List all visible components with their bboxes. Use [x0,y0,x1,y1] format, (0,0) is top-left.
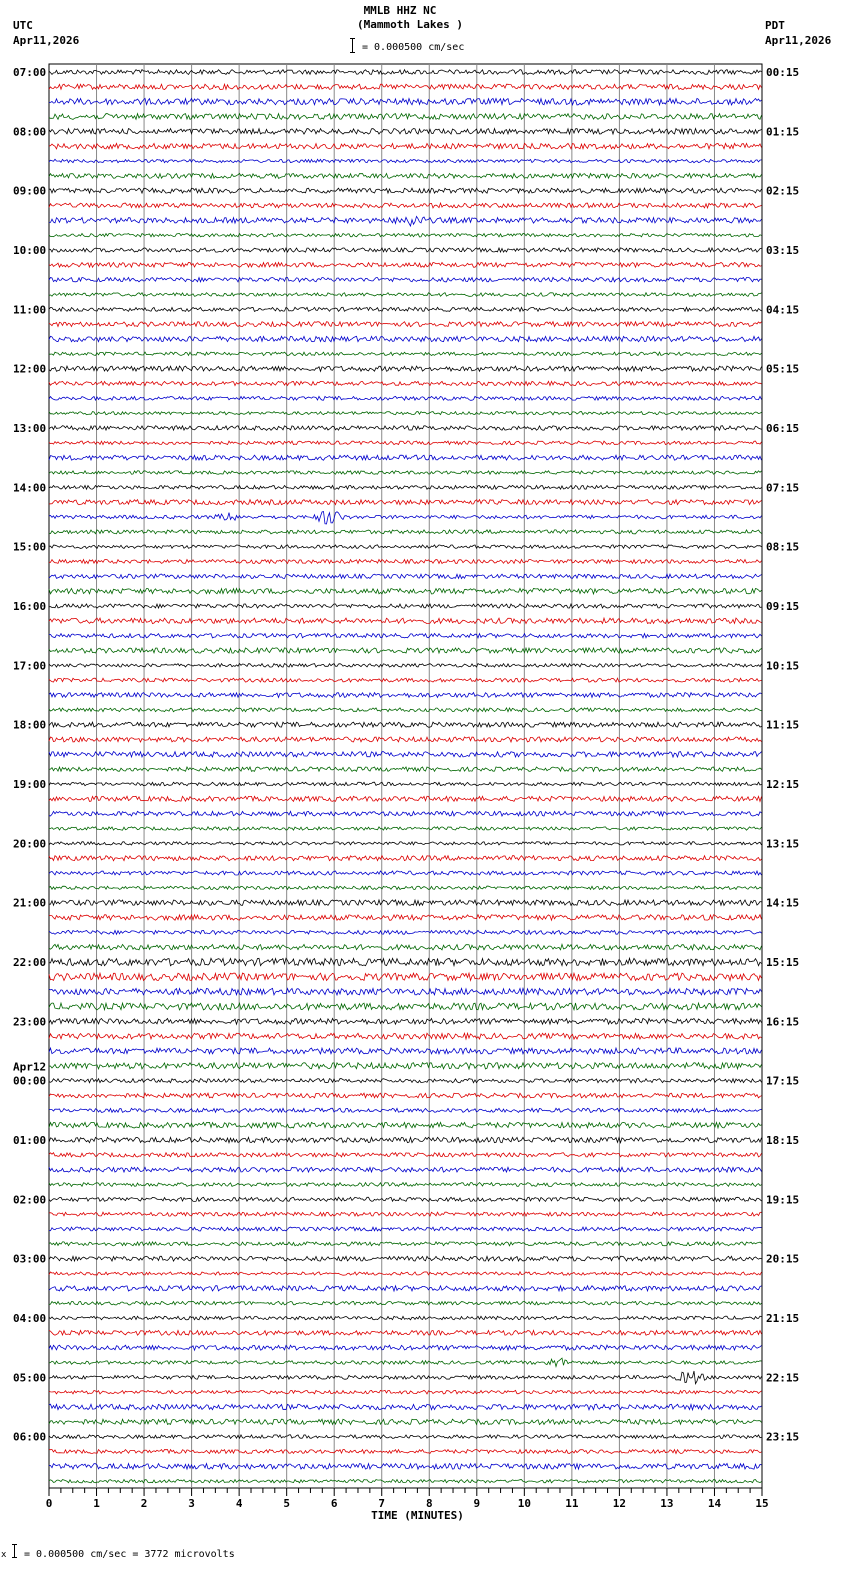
utc-hour-label: 22:00 [13,956,47,969]
seismic-trace [49,485,762,489]
seismic-trace [49,216,762,226]
x-tick-label: 0 [45,1497,53,1510]
pdt-hour-label: 18:15 [766,1134,800,1147]
seismic-trace [49,767,762,771]
seismic-trace [49,618,762,624]
seismic-trace [49,203,762,208]
utc-hour-label: 20:00 [13,837,47,851]
pdt-hour-label: 09:15 [766,600,800,613]
utc-hour-label: 21:00 [13,896,47,910]
x-tick-label: 15 [755,1497,769,1510]
seismic-trace [49,604,762,608]
seismic-trace [49,1256,762,1261]
x-tick-label: 14 [707,1497,722,1510]
seismic-trace [49,114,762,120]
seismic-trace [49,915,762,921]
pdt-hour-label: 08:15 [766,540,800,554]
seismic-trace [49,560,762,564]
right-timezone: PDT [765,19,785,32]
pdt-hour-label: 19:15 [766,1193,800,1207]
pdt-hour-label: 11:15 [766,718,800,732]
utc-hour-label: 14:00 [13,481,47,495]
seismic-trace [49,530,762,534]
seismic-trace [49,678,762,682]
seismic-trace [49,1301,762,1305]
seismic-trace [49,188,762,193]
x-tick-label: 4 [235,1497,243,1510]
pdt-hour-label: 02:15 [766,184,800,198]
seismic-trace [49,1330,762,1335]
seismic-trace [49,737,762,742]
seismic-trace [49,173,762,178]
seismic-trace [49,930,762,934]
utc-hour-label: 19:00 [13,778,47,791]
pdt-hour-label: 01:15 [766,125,800,139]
seismic-trace [49,752,762,758]
seismic-trace [49,886,762,889]
x-tick-label: 6 [330,1497,338,1510]
pdt-hour-label: 10:15 [766,659,800,673]
seismic-trace [49,1108,762,1112]
utc-hour-label: 11:00 [13,303,47,317]
seismic-trace [49,159,762,162]
pdt-hour-label: 03:15 [766,244,800,257]
seismic-trace [49,958,762,965]
seismic-trace [49,84,762,89]
seismic-trace [49,455,762,460]
seismic-trace [49,1063,762,1069]
seismic-trace [49,722,762,727]
seismic-trace [49,1272,762,1275]
seismic-trace [49,1464,762,1470]
seismic-trace [49,1003,762,1010]
seismic-trace [49,129,762,135]
pdt-hour-label: 20:15 [766,1252,800,1266]
x-tick-label: 7 [378,1497,386,1510]
scale-text: = 0.000500 cm/sec [362,42,465,53]
seismic-trace [49,1212,762,1216]
seismic-trace [49,545,762,549]
seismic-trace [49,1079,762,1083]
seismic-trace [49,248,762,252]
pdt-hour-label: 23:15 [766,1430,800,1444]
footer-marker-icon: x [1,1550,7,1560]
seismic-trace [49,827,762,830]
utc-hour-label: 01:00 [13,1134,47,1147]
pdt-hour-label: 00:15 [766,66,800,79]
seismic-trace [49,796,762,801]
seismic-trace [49,988,762,995]
seismic-trace [49,588,762,594]
utc-hour-label: 17:00 [13,659,47,673]
seismic-trace [49,500,762,505]
station-title: MMLB HHZ NC [363,4,437,17]
utc-hour-label: 05:00 [13,1371,47,1385]
pdt-hour-label: 13:15 [766,837,800,851]
utc-hour-label: 09:00 [13,184,47,198]
seismic-trace [49,1093,762,1098]
left-timezone: UTC [13,19,33,32]
utc-hour-label: 13:00 [13,422,47,435]
x-tick-label: 8 [425,1497,433,1510]
seismic-trace [49,782,762,786]
utc-hour-label: 07:00 [13,66,47,79]
seismic-trace [49,973,762,980]
utc-hour-label: 02:00 [13,1193,47,1207]
seismic-trace [49,512,762,524]
seismic-trace [49,396,762,400]
utc-hour-label: 15:00 [13,540,47,554]
x-tick-label: 9 [473,1497,481,1510]
seismic-trace [49,1450,762,1454]
footer-scale-text: = 0.000500 cm/sec = 3772 microvolts [24,1549,235,1560]
x-tick-label: 12 [612,1497,627,1510]
seismic-trace [49,412,762,415]
seismic-trace [49,1404,762,1410]
seismic-trace [49,856,762,861]
pdt-hour-label: 12:15 [766,778,800,791]
seismic-trace [49,352,762,355]
pdt-hour-label: 07:15 [766,481,800,495]
seismic-trace [49,1122,762,1128]
x-tick-label: 13 [660,1497,674,1510]
pdt-hour-label: 21:15 [766,1312,800,1325]
seismic-trace [49,278,762,282]
pdt-hour-label: 05:15 [766,362,800,376]
seismic-trace [49,426,762,431]
seismic-trace [49,1153,762,1157]
seismic-trace [49,98,762,105]
seismic-trace [49,366,762,371]
seismic-trace [49,471,762,474]
seismic-trace [49,1345,762,1350]
seismic-trace [49,1242,762,1246]
seismic-trace [49,1033,762,1039]
utc-hour-label: 00:00 [13,1074,47,1088]
seismic-trace [49,944,762,950]
seismic-trace [49,70,762,75]
pdt-hour-label: 16:15 [766,1015,800,1029]
utc-hour-label: 03:00 [13,1252,47,1266]
seismic-trace [49,1286,762,1291]
utc-hour-label: 04:00 [13,1312,47,1325]
x-tick-label: 10 [517,1497,531,1510]
footer-scale-bar-icon [14,1544,15,1558]
x-tick-label: 5 [283,1497,290,1510]
seismic-trace [49,322,762,327]
left-date: Apr11,2026 [13,34,80,47]
seismic-trace [49,811,762,816]
seismic-trace [49,1019,762,1025]
seismic-trace [49,871,762,875]
seismic-trace [49,441,762,445]
seismic-trace [49,648,762,653]
pdt-hour-label: 15:15 [766,956,800,969]
seismic-trace [49,693,762,698]
pdt-hour-label: 22:15 [766,1371,800,1385]
seismic-trace [49,574,762,578]
x-tick-label: 3 [188,1497,195,1510]
seismic-trace [49,1390,762,1394]
seismic-trace [49,1480,762,1483]
utc-hour-label: 16:00 [13,600,47,613]
seismic-trace [49,381,762,385]
pdt-hour-label: 17:15 [766,1074,800,1088]
seismic-trace [49,293,762,297]
seismic-trace [49,1358,762,1366]
seismic-trace [49,634,762,638]
right-date: Apr11,2026 [765,34,832,47]
utc-hour-label: 10:00 [13,244,47,257]
seismic-trace [49,900,762,906]
seismic-trace [49,1197,762,1201]
seismic-trace [49,234,762,237]
date-change-label: Apr12 [13,1060,47,1074]
location-title: (Mammoth Lakes ) [357,18,463,31]
seismic-trace [49,708,762,712]
seismic-trace [49,1419,762,1424]
pdt-hour-label: 14:15 [766,896,800,910]
seismic-trace [49,1316,762,1320]
seismic-trace [49,664,762,668]
utc-hour-label: 08:00 [13,125,47,139]
seismic-trace [49,1137,762,1142]
seismic-trace [49,1435,762,1439]
seismic-trace [49,842,762,845]
utc-hour-label: 18:00 [13,718,47,732]
seismic-trace [49,1371,762,1384]
x-tick-label: 2 [140,1497,148,1510]
x-tick-label: 1 [93,1497,100,1510]
seismic-trace [49,1183,762,1187]
utc-hour-label: 23:00 [13,1015,47,1029]
seismic-trace [49,307,762,311]
seismic-trace [49,336,762,341]
pdt-hour-label: 04:15 [766,303,800,317]
seismic-trace [49,1048,762,1054]
seismic-trace [49,1227,762,1231]
pdt-hour-label: 06:15 [766,422,800,435]
seismic-trace [49,143,762,149]
seismic-trace [49,262,762,267]
x-axis-label: TIME (MINUTES) [371,1509,464,1522]
seismic-trace [49,1167,762,1172]
utc-hour-label: 12:00 [13,362,47,376]
utc-hour-label: 06:00 [13,1430,47,1444]
x-tick-label: 11 [565,1497,579,1510]
